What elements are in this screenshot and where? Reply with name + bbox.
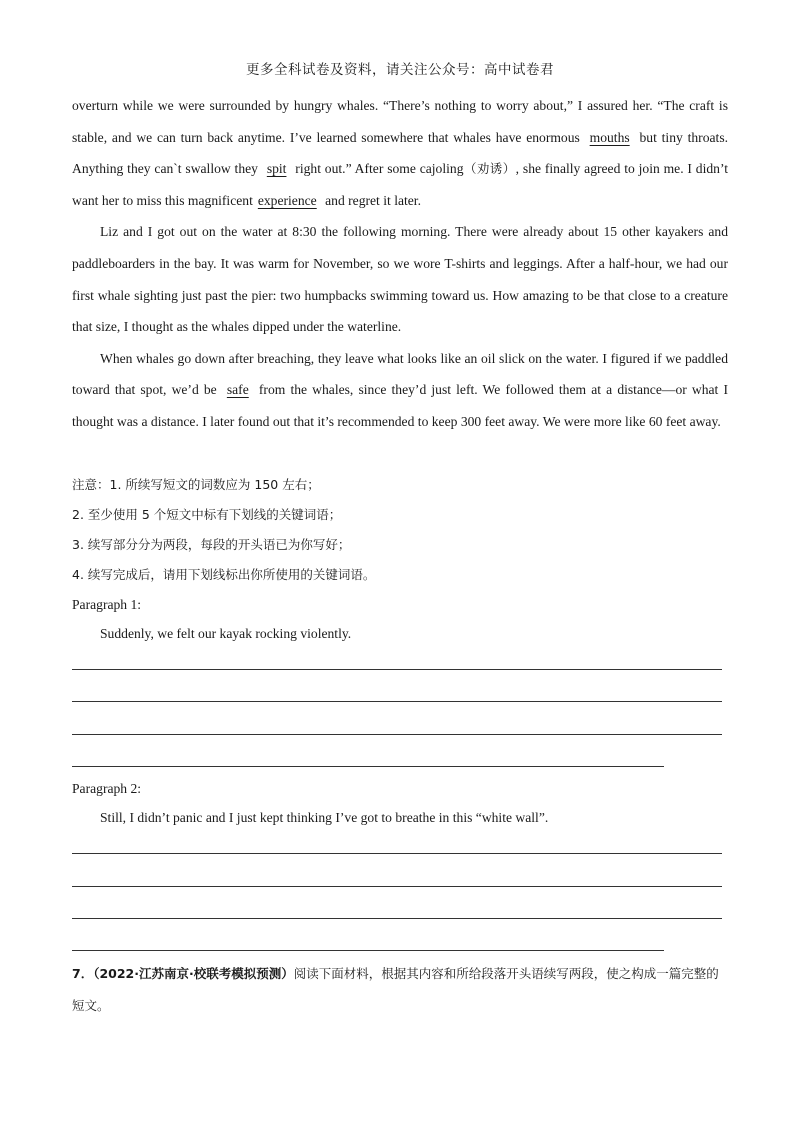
keyword-experience: experience [257, 192, 317, 208]
writing-line [72, 918, 722, 919]
paragraph1-lead: Suddenly, we felt our kayak rocking violently. [100, 626, 352, 641]
question-number: 7． [72, 966, 94, 981]
passage-paragraph-1: overturn while we were surrounded by hungry whales. “There’s nothing to worry about,” I assured her. “The craft is stable, and we can turn back anytime. I’ve learned somewhere that whales have enormous mouths but tiny throats. Anything they can`t swallow they spit right out.” After some cajoling（劝诱）, she finally agreed to join me. I didn’t want her to miss this magnificent experience and regret it later. [72, 98, 729, 208]
question-7 [72, 958, 728, 1022]
page-header: 更多全科试卷及资料，请关注公众号：高中试卷君 [246, 62, 554, 78]
keyword-mouths: mouths [589, 129, 630, 145]
note-3: 3. 续写部分分为两段，每段的开头语已为你写好； [72, 537, 351, 552]
question-text: 阅读下面材料，根据其内容和所给段落开头语续写两段，使之构成一篇完整的短文。 [72, 966, 719, 1013]
writing-line [72, 950, 664, 951]
note-4: 4. 续写完成后，请用下划线标出你所使用的关键词语。 [72, 567, 376, 582]
question-source: （2022·江苏南京·校联考模拟预测） [93, 966, 294, 981]
note-1: 注意：1. 所续写短文的词数应为 150 左右； [72, 477, 320, 492]
writing-line [72, 766, 664, 767]
passage [72, 90, 728, 438]
writing-line [72, 853, 722, 854]
writing-line [72, 886, 722, 887]
paragraph2-label: Paragraph 2: [72, 781, 142, 796]
writing-line [72, 701, 722, 702]
instructions [72, 470, 728, 590]
writing-line [72, 734, 722, 735]
note-2: 2. 至少使用 5 个短文中标有下划线的关键词语； [72, 507, 342, 522]
passage-paragraph-2: Liz and I got out on the water at 8:30 the following morning. There were already about 15 other kayakers and paddleboarders in the bay. It was warm for November, so we wore T-shirts and leggings. After a half-hour, we had our first whale sighting just past the pier: two humpbacks swimming toward us. How amazing to be that close to a creature that size, I thought as the whales dipped under the waterline. [72, 224, 728, 335]
keyword-spit: spit [266, 161, 287, 177]
passage-paragraph-3: When whales go down after breaching, they leave what looks like an oil slick on the water. I figured if we paddled toward that spot, we’d be safe from the whales, since they’d just left. We followed them at a distance—or what I thought was a distance. I later found out that it’s recommended to keep 300 feet away. We were more like 60 feet away. [72, 350, 728, 429]
paragraph2-lead: Still, I didn’t panic and I just kept thinking I’ve got to breathe in this “white wall”. [100, 810, 549, 825]
keyword-safe: safe [226, 382, 249, 398]
paragraph1-label: Paragraph 1: [72, 597, 142, 612]
writing-line [72, 669, 722, 670]
